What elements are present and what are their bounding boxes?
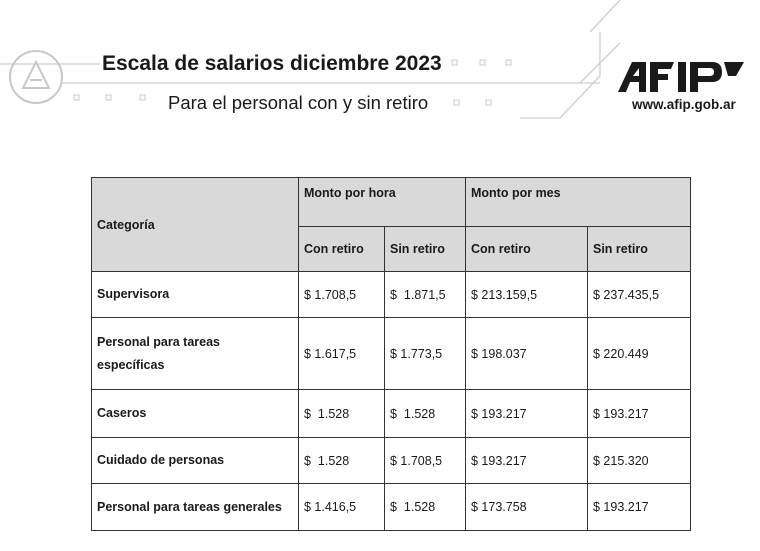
afip-logo bbox=[616, 60, 746, 94]
category-cell: Cuidado de personas bbox=[92, 438, 299, 484]
monthly-con-retiro-header: Con retiro bbox=[466, 227, 588, 272]
hourly-con-retiro-header: Con retiro bbox=[299, 227, 385, 272]
hourly-sin-cell: $ 1.871,5 bbox=[385, 272, 466, 318]
table-row bbox=[92, 484, 691, 531]
page-subtitle: Para el personal con y sin retiro bbox=[168, 92, 429, 113]
table-row bbox=[92, 438, 691, 484]
hourly-con-cell: $ 1.617,5 bbox=[299, 318, 385, 390]
hourly-con-cell: $ 1.528 bbox=[299, 390, 385, 438]
hourly-sin-cell: $ 1.708,5 bbox=[385, 438, 466, 484]
table-row bbox=[92, 318, 691, 390]
monthly-con-cell: $ 198.037 bbox=[466, 318, 588, 390]
monthly-sin-cell: $ 193.217 bbox=[588, 390, 691, 438]
category-line: específicas bbox=[97, 357, 165, 372]
monthly-con-cell: $ 193.217 bbox=[466, 438, 588, 484]
hourly-con-cell: $ 1.708,5 bbox=[299, 272, 385, 318]
afip-emblem-icon bbox=[10, 51, 62, 103]
page-title: Escala de salarios diciembre 2023 bbox=[102, 52, 442, 75]
category-cell: Caseros bbox=[92, 390, 299, 438]
monthly-sin-cell: $ 215.320 bbox=[588, 438, 691, 484]
monthly-sin-cell: $ 220.449 bbox=[588, 318, 691, 390]
category-header: Categoría bbox=[92, 178, 299, 272]
table-row bbox=[92, 272, 691, 318]
category-cell: Supervisora bbox=[92, 272, 299, 318]
monthly-group-header: Monto por mes bbox=[466, 178, 691, 227]
hourly-con-cell: $ 1.416,5 bbox=[299, 484, 385, 531]
hourly-sin-retiro-header: Sin retiro bbox=[385, 227, 466, 272]
monthly-con-cell: $ 193.217 bbox=[466, 390, 588, 438]
monthly-con-cell: $ 213.159,5 bbox=[466, 272, 588, 318]
brand-url: www.afip.gob.ar bbox=[632, 97, 736, 112]
monthly-sin-cell: $ 237.435,5 bbox=[588, 272, 691, 318]
category-cell bbox=[92, 318, 299, 390]
hourly-sin-cell: $ 1.773,5 bbox=[385, 318, 466, 390]
table-row bbox=[92, 390, 691, 438]
hourly-sin-cell: $ 1.528 bbox=[385, 390, 466, 438]
hourly-con-cell: $ 1.528 bbox=[299, 438, 385, 484]
category-cell: Personal para tareas generales bbox=[92, 484, 299, 531]
monthly-con-cell: $ 173.758 bbox=[466, 484, 588, 531]
hourly-group-header: Monto por hora bbox=[299, 178, 466, 227]
salary-table bbox=[91, 177, 691, 531]
hourly-sin-cell: $ 1.528 bbox=[385, 484, 466, 531]
monthly-sin-retiro-header: Sin retiro bbox=[588, 227, 691, 272]
category-line: Personal para tareas bbox=[97, 334, 220, 349]
monthly-sin-cell: $ 193.217 bbox=[588, 484, 691, 531]
